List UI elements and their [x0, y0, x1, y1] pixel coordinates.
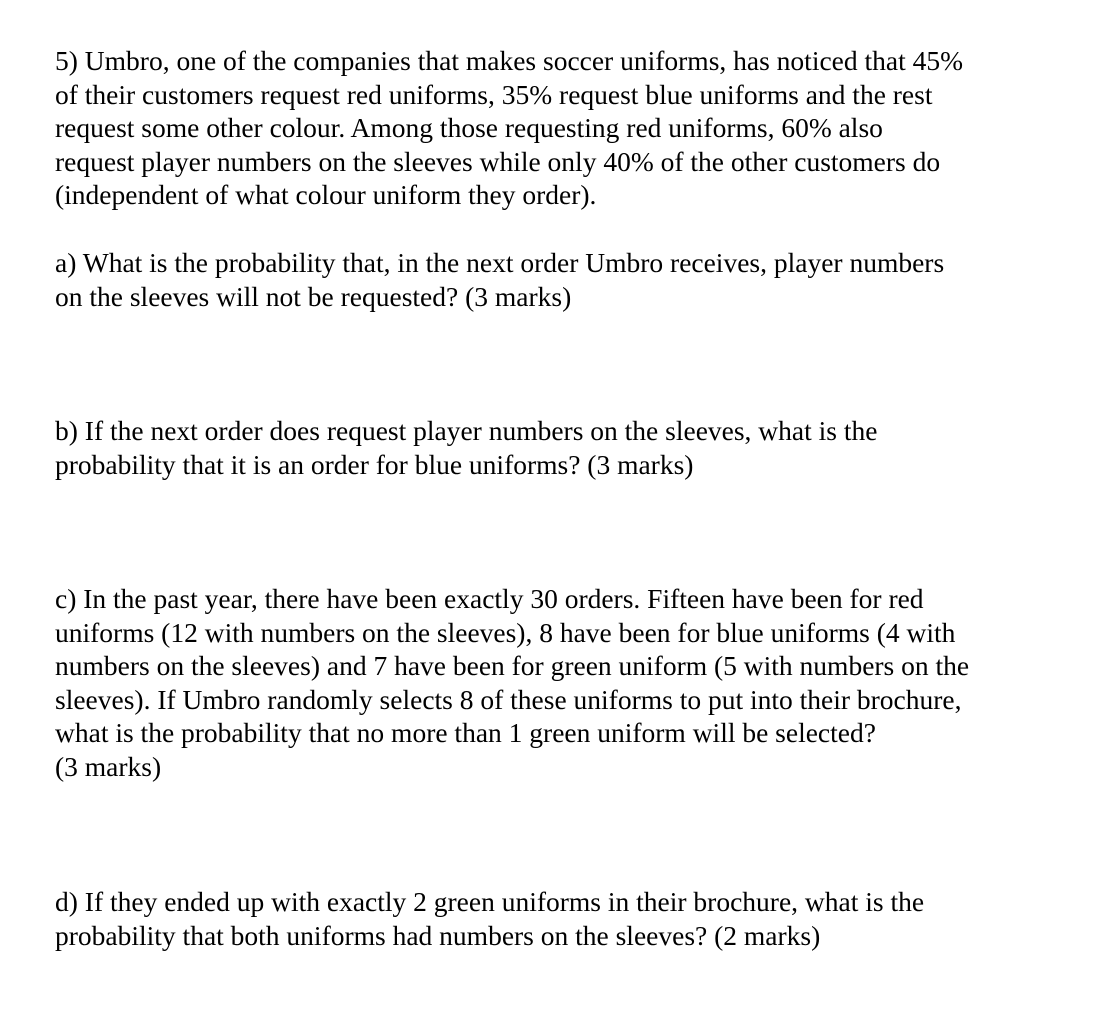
part-c-line: c) In the past year, there have been exactly 30 orders. Fifteen have been for red: [55, 583, 924, 614]
question-intro-line: (independent of what colour uniform they order).: [55, 179, 597, 210]
part-c-line: uniforms (12 with numbers on the sleeves), 8 have been for blue uniforms (4 with: [55, 616, 956, 648]
part-b-line: b) If the next order does request player numbers on the sleeves, what is the: [55, 415, 878, 446]
part-d-line: d) If they ended up with exactly 2 green uniforms in their brochure, what is the: [55, 886, 925, 917]
part-a-line: a) What is the probability that, in the next order Umbro receives, player numbers: [55, 247, 945, 278]
part-a-line: on the sleeves will not be requested? (3 marks): [55, 280, 572, 312]
part-b-line: probability that it is an order for blue uniforms? (3 marks): [55, 448, 694, 480]
question-part-a: [55, 246, 944, 313]
question-intro-line: request some other colour. Among those requesting red uniforms, 60% also: [55, 112, 883, 143]
question-intro-line: 5) Umbro, one of the companies that makes soccer uniforms, has noticed that 45%: [55, 45, 964, 76]
part-d-line: probability that both uniforms had numbers on the sleeves? (2 marks): [55, 919, 821, 951]
part-c-line: (3 marks): [55, 750, 162, 782]
question-part-c: [55, 582, 969, 783]
part-c-line: sleeves). If Umbro randomly selects 8 of these uniforms to put into their brochure,: [55, 683, 962, 715]
part-c-line: what is the probability that no more than 1 green uniform will be selected?: [55, 717, 876, 748]
question-intro: [55, 44, 963, 212]
question-intro-line: of their customers request red uniforms, 35% request blue uniforms and the rest: [55, 78, 933, 110]
question-part-d: [55, 885, 924, 952]
question-part-b: [55, 414, 877, 481]
part-c-line: numbers on the sleeves) and 7 have been for green uniform (5 with numbers on the: [55, 650, 970, 681]
question-intro-line: request player numbers on the sleeves while only 40% of the other customers do: [55, 145, 941, 177]
